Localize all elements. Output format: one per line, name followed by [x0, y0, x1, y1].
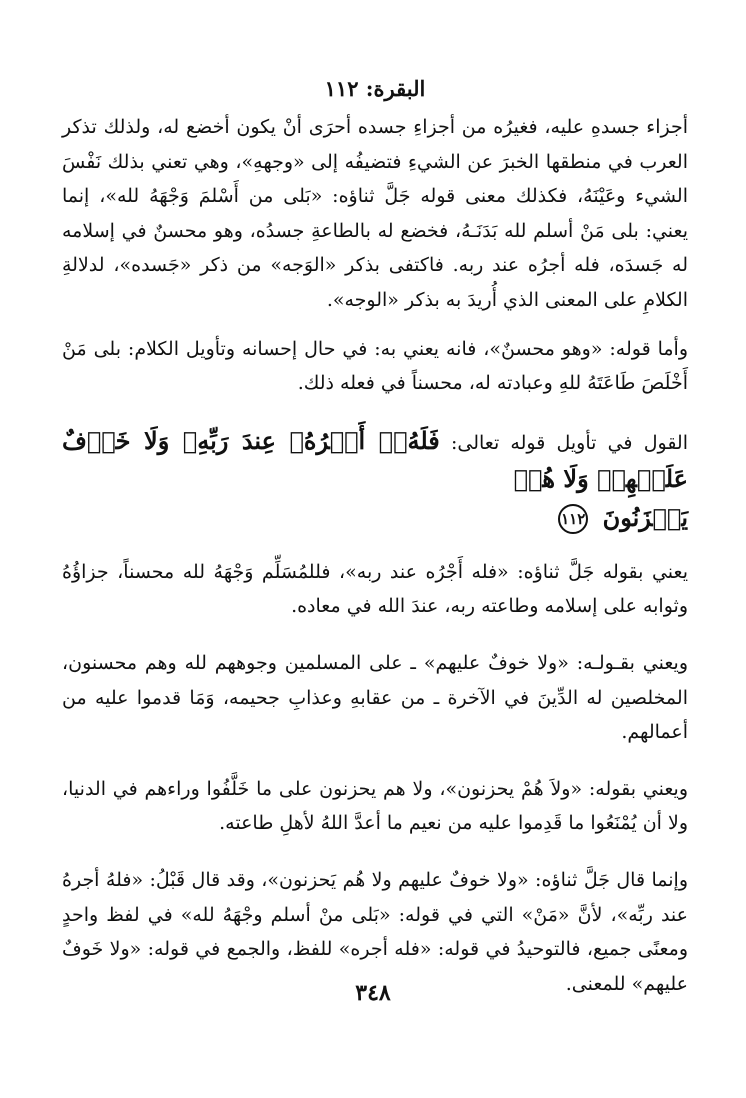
paragraph-1: أجزاء جسدهِ عليه، فغيرُه من أجزاءِ جسده أحرَى أنْ يكون أخضع له، ولذلك تذكر العرب في منطقها الخبرَ عن الشيءِ فتضيفُه إلى «وجههِ»، وهي تعني بذلك نَفْسَ الشيء وعَيْنَهُ، فكذلك معنى قوله جَلَّ ثناؤه: «بَلى من أَسْلمَ وَجْهَهُ لله»، إنما يعني: بلى مَنْ أسلم لله بَدَنَـهُ، فخضع له بالطاعةِ جسدُه، وهو محسنٌ في إسلامه له جَسدَه، فله أجرُه عند ربه. فاكتفى بذكر «الوَجه» من ذكر «جَسده»، لدلالةِ الكلامِ على المعنى الذي أُريدَ به بذكر «الوجه».	[62, 116, 688, 311]
page-number: ٣٤٨	[355, 980, 391, 1006]
quran-verse: فَلَهُۥٓ أَجۡرُهُۥ عِندَ رَبِّهِۦ وَلَا خَوۡفٌ عَلَيۡهِمۡ وَلَا هُمۡ	[62, 425, 688, 493]
paragraph-2: وأما قوله: «وهو محسنٌ»، فانه يعني به: في حال إحسانه وتأويل الكلام: بلى مَنْ أَخْلَصَ طَاعَتَهُ للهِ وعبادته له، محسناً في فعله ذلك.	[62, 337, 688, 395]
page-header: البقرة: ١١٢	[324, 76, 426, 101]
verse-line	[62, 423, 688, 499]
page-body	[62, 72, 688, 1001]
verse-intro: القول في تأويل قوله تعالى:	[450, 431, 688, 454]
paragraph-4: ويعني بقـولـه: «ولا خوفٌ عليهم» ـ على المسلمين وجوههم لله وهم محسنون، المخلصين له الدِّينَ في الآخرة ـ من عقابهِ وعذابِ جحيمه، وَمَا قدموا عليه من أعمالهم.	[62, 651, 688, 744]
paragraph-6: وإنما قال جَلَّ ثناؤه: «ولا خوفٌ عليهم ولا هُم يَحزنون»، وقد قال قَبْلُ: «فلهُ أجرهُ عند ربِّه»، لأنَّ «مَنْ» التي في قوله: «بَلى منْ أسلم وجْهَهُ لله» في لفظ واحدٍ ومعنًى جميع، فالتوحيدُ في قوله: «فله أجره» للفظ، والجمع في قوله: «ولا خَوفٌ عليهم» للمعنى.	[62, 868, 688, 995]
quran-verse-end: يَحۡزَنُونَ	[602, 502, 688, 532]
paragraph-3: يعني بقوله جَلَّ ثناؤه: «فله أَجْرُه عند ربه»، فللمُسَلِّم وَجْهَهُ لله محسناً، جزاؤُهُ وثوابه على إسلامه وطاعته ربه، عندَ الله في معاده.	[62, 560, 688, 618]
verse-continuation	[62, 499, 688, 537]
ayah-number-mark: ١١٢	[558, 504, 588, 534]
paragraph-5: ويعني بقوله: «ولاَ هُمْ يحزنون»، ولا هم يحزنون على ما خَلَّفُوا وراءهم في الدنيا، ولا أن يُمْنَعُوا ما قَدِموا عليه من نعيم ما أعدَّ اللهُ لأهلِ طاعته.	[62, 777, 688, 835]
verse-heading	[62, 423, 688, 537]
